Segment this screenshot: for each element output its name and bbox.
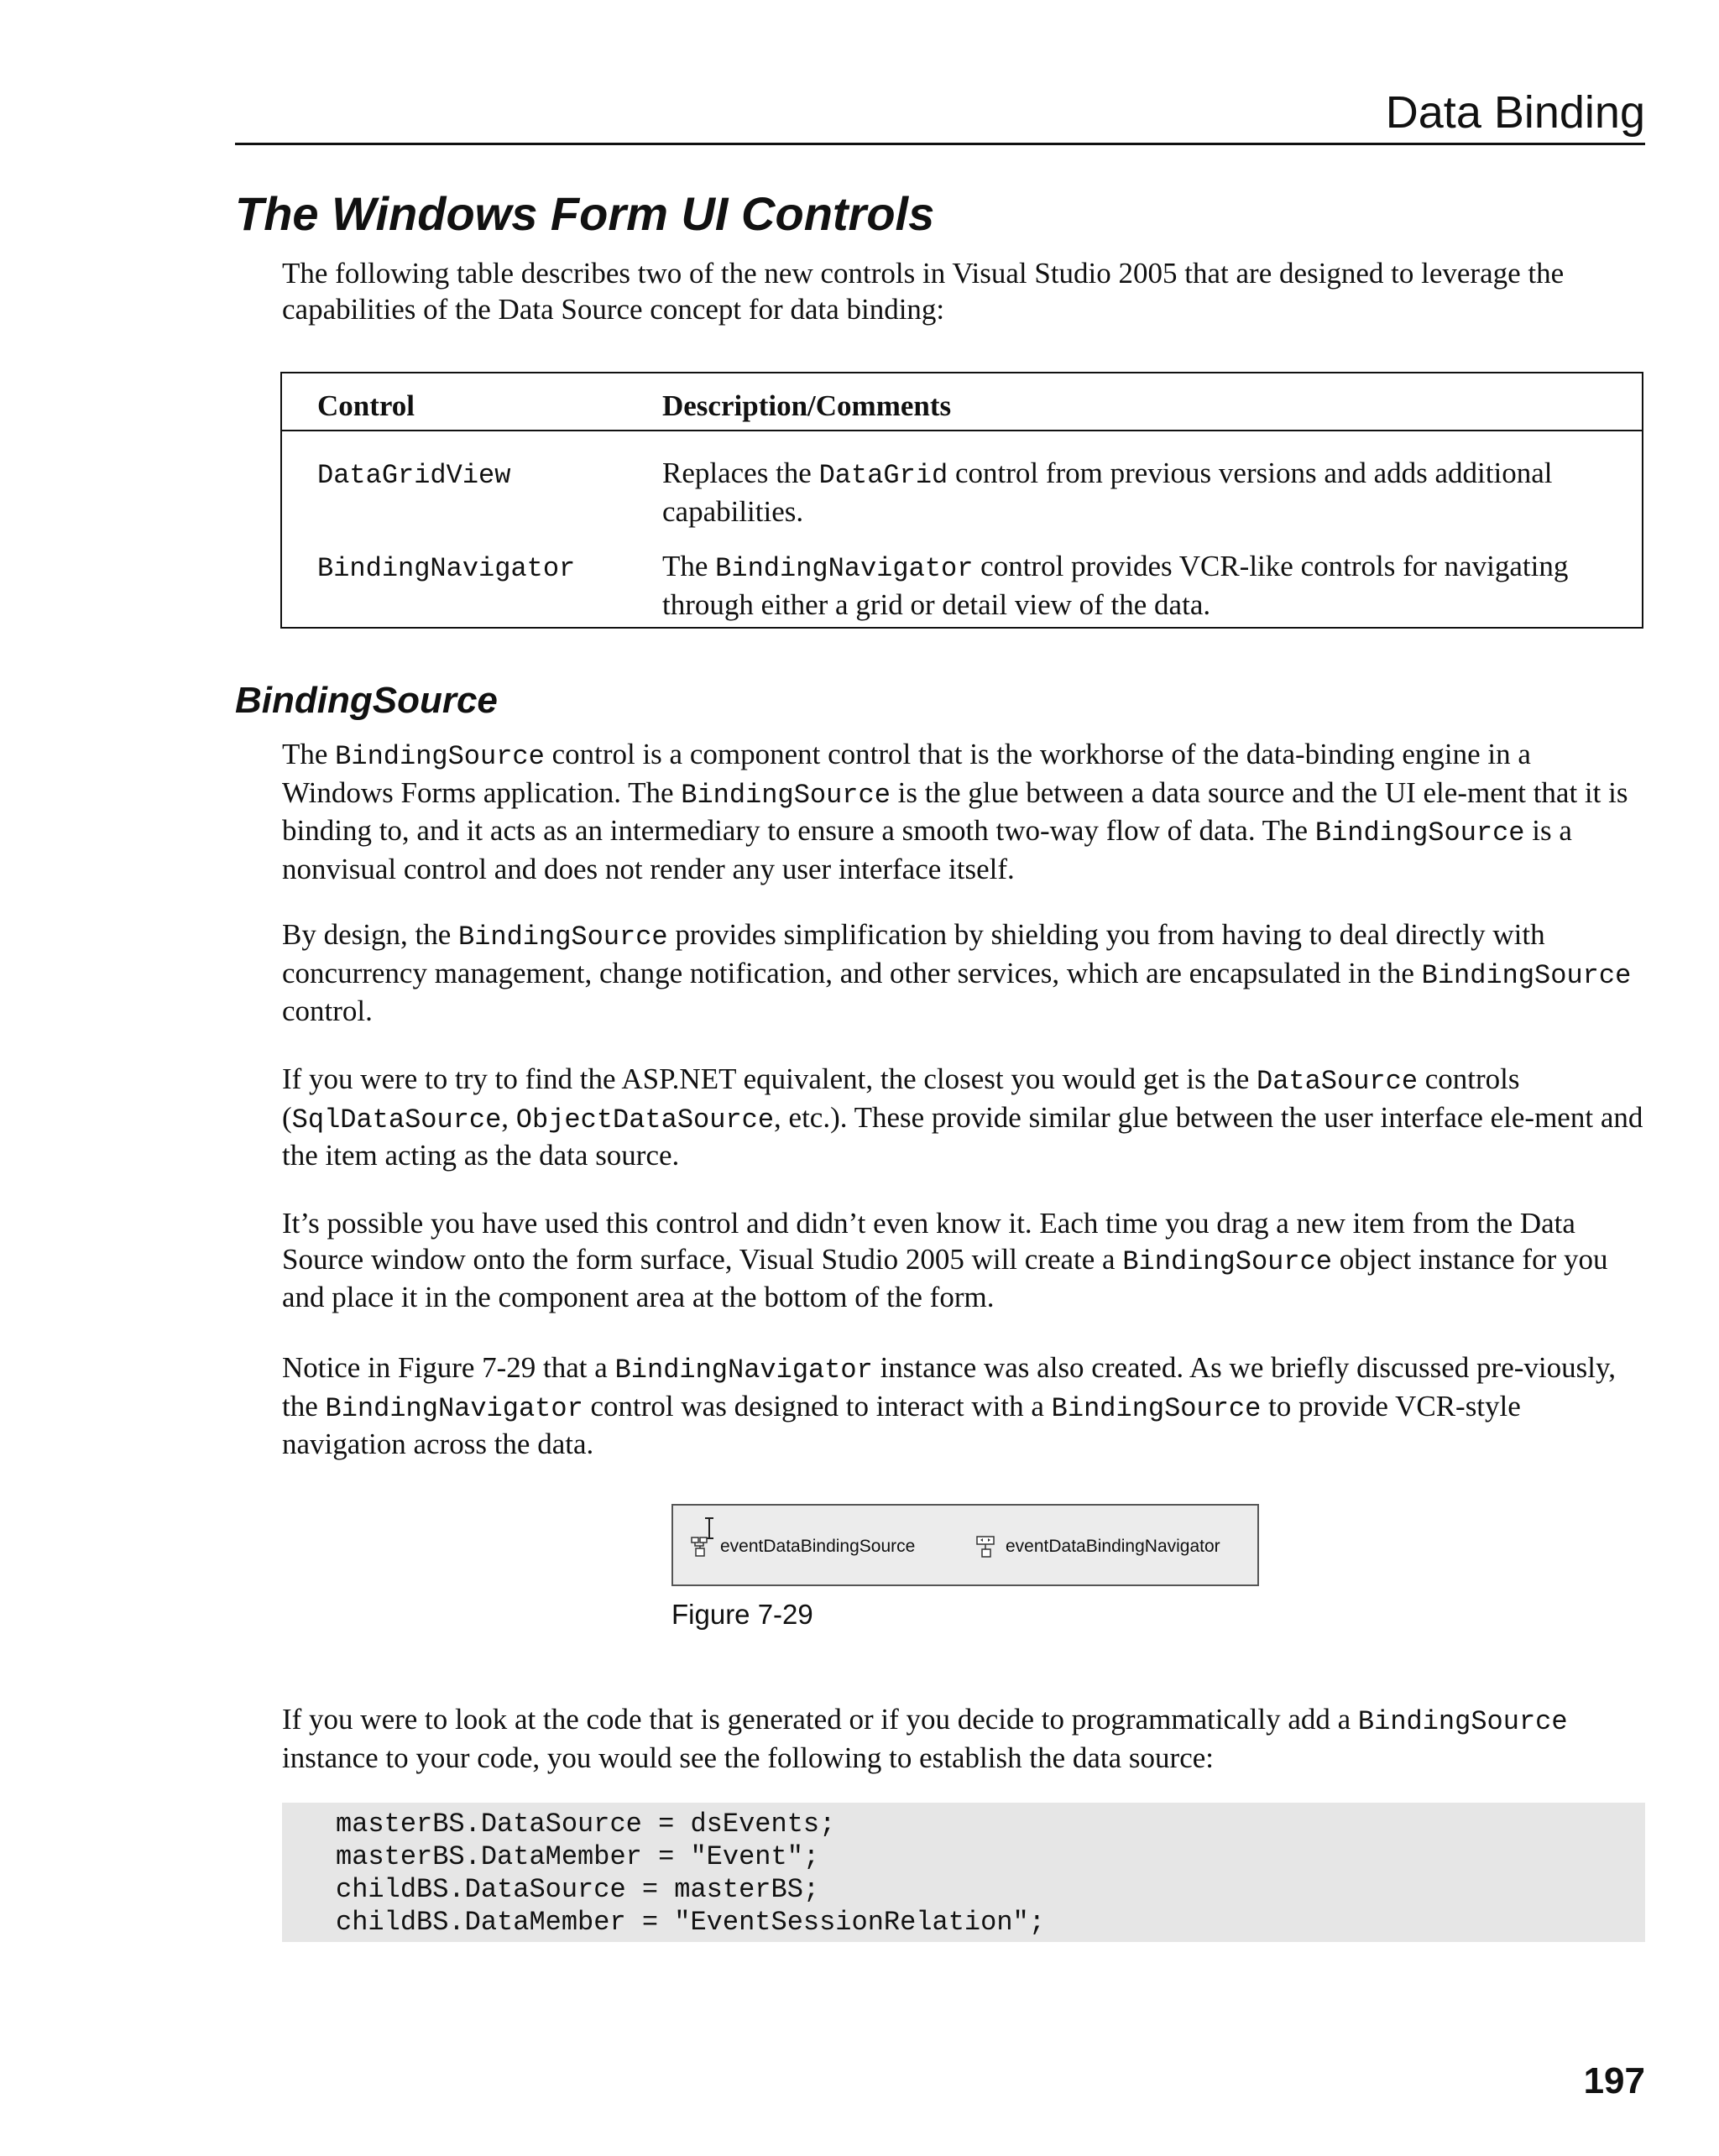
running-head-title: Data Binding <box>1385 87 1645 138</box>
code-line: masterBS.DataMember = "Event"; <box>336 1841 820 1872</box>
paragraph-2: By design, the BindingSource provides simplification by shielding you from having to deal directly with concurrency management, change notification, and other services, which are encapsulated in the BindingSource control. <box>282 918 1632 1027</box>
component-tray-figure <box>671 1504 1259 1586</box>
component-label: eventDataBindingSource <box>720 1537 916 1556</box>
paragraph-6: If you were to look at the code that is generated or if you decide to programmatically add a BindingSource instance to your code, you would see the following to establish the data source: <box>282 1703 1568 1774</box>
paragraph-5: Notice in Figure 7-29 that a BindingNavigator instance was also created. As we briefly discussed pre-viously, the BindingNavigator control was designed to interact with a BindingSource to provide VCR-style navigation across the data. <box>282 1351 1616 1460</box>
paragraph-4: It’s possible you have used this control and didn’t even know it. Each time you drag a new item from the Data Source window onto the form surface, Visual Studio 2005 will create a BindingSource object instance for you and place it in the component area at the bottom of the form. <box>282 1207 1608 1313</box>
code-line: childBS.DataSource = masterBS; <box>336 1874 820 1905</box>
table-header-control: Control <box>317 389 415 422</box>
code-line: masterBS.DataSource = dsEvents; <box>336 1809 836 1840</box>
table-row-control: DataGridView <box>317 460 511 491</box>
code-line: childBS.DataMember = "EventSessionRelation"; <box>336 1907 1045 1938</box>
paragraph-3: If you were to try to find the ASP.NET equivalent, the closest you would get is the DataSource controls (SqlDataSource, ObjectDataSource, etc.). These provide similar glue between the user interface ele-ment and the item acting as the data source. <box>282 1062 1643 1172</box>
binding-source-icon <box>690 1534 715 1559</box>
figure-caption: Figure 7-29 <box>671 1599 813 1630</box>
component-item[interactable] <box>975 1534 1220 1559</box>
binding-navigator-icon <box>975 1534 1001 1559</box>
paragraph-1: The BindingSource control is a component control that is the workhorse of the data-binding engine in a Windows Forms application. The BindingSource is the glue between a data source and the UI ele-ment that it is binding to, and it acts as an intermediary to ensure a smooth two-way flow of data. The BindingSource is a nonvisual control and does not render any user interface itself. <box>282 738 1628 885</box>
controls-table <box>280 372 1643 629</box>
table-row-control: BindingNavigator <box>317 553 576 584</box>
section-title: The Windows Form UI Controls <box>235 187 935 240</box>
table-header-rule <box>282 430 1642 431</box>
page-number: 197 <box>1583 2060 1645 2101</box>
component-item[interactable] <box>690 1534 915 1559</box>
code-block <box>282 1803 1645 1942</box>
intro-paragraph: The following table describes two of the new controls in Visual Studio 2005 that are designed to leverage the capabilities of the Data Source concept for data binding: <box>282 257 1565 326</box>
component-label: eventDataBindingNavigator <box>1006 1537 1220 1556</box>
table-row-description: Replaces the DataGrid control from previous versions and adds additional capabilities. <box>662 457 1553 528</box>
header-rule <box>235 143 1645 145</box>
table-row-description: The BindingNavigator control provides VCR-like controls for navigating through either a grid or detail view of the data. <box>662 550 1569 621</box>
table-header-description: Description/Comments <box>662 389 952 422</box>
subsection-title: BindingSource <box>235 680 498 721</box>
